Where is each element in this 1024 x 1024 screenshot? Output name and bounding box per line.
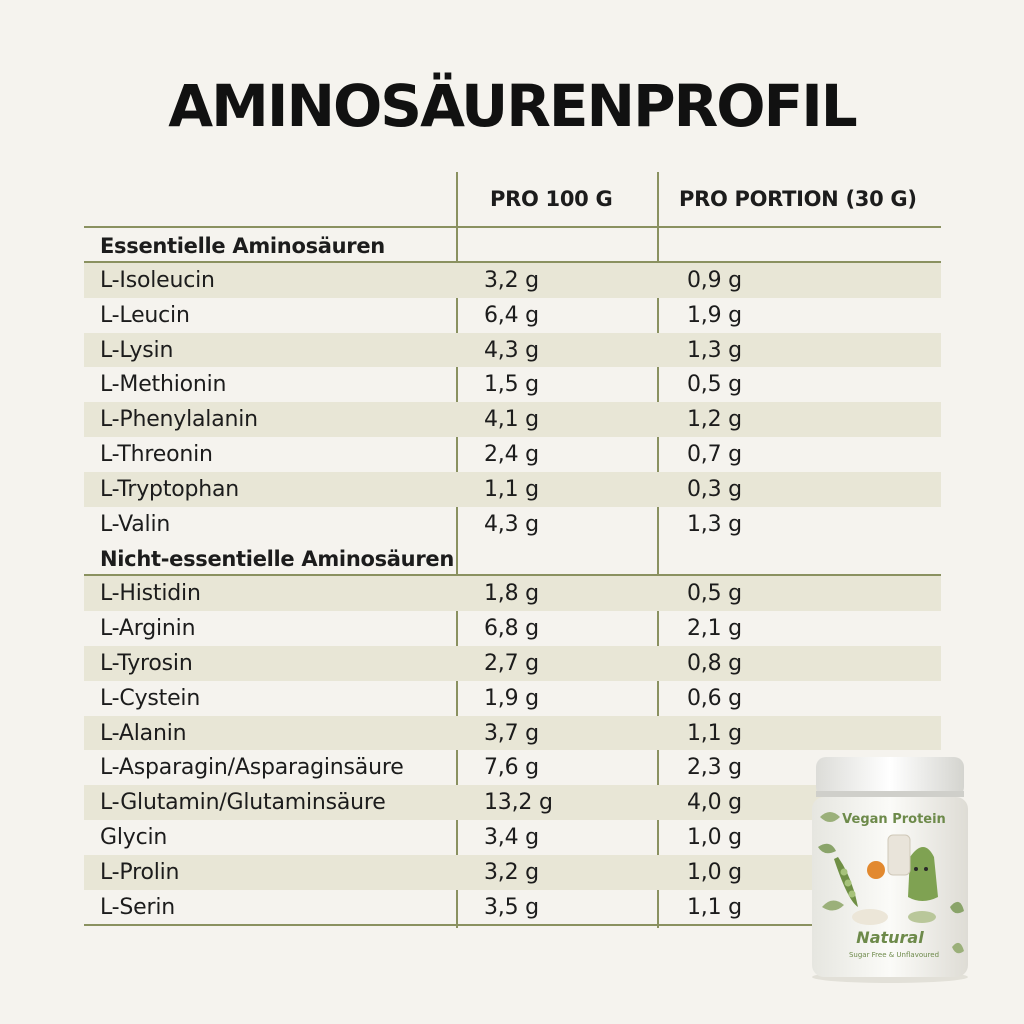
value-per-portion: 1,3 g <box>687 511 742 537</box>
table-row <box>84 333 941 368</box>
section-heading: Nicht-essentielle Aminosäuren <box>84 541 941 576</box>
value-per-100g: 1,9 g <box>484 685 539 711</box>
table-row <box>84 263 941 298</box>
table-row <box>84 402 941 437</box>
amino-acid-name: L-Histidin <box>100 581 201 607</box>
amino-acid-name: L-Cystein <box>100 685 201 711</box>
table-row <box>84 472 941 507</box>
section-heading: Essentielle Aminosäuren <box>84 228 941 263</box>
value-per-100g: 1,5 g <box>484 372 539 398</box>
table-row <box>84 437 941 472</box>
product-variant: Natural <box>856 928 924 947</box>
value-per-100g: 1,1 g <box>484 476 539 502</box>
product-name: Vegan Protein <box>842 812 946 827</box>
value-per-100g: 4,3 g <box>484 337 539 363</box>
amino-acid-name: L-Phenylalanin <box>100 407 258 433</box>
value-per-100g: 2,4 g <box>484 441 539 467</box>
table-row <box>84 611 941 646</box>
product-tagline: Sugar Free & Unflavoured <box>848 951 940 959</box>
value-per-portion: 4,0 g <box>687 790 742 816</box>
product-jar-image <box>810 757 970 983</box>
table-row <box>84 367 941 402</box>
amino-acid-name: L-Tyrosin <box>100 650 193 676</box>
value-per-100g: 7,6 g <box>484 755 539 781</box>
amino-acid-name: L-Valin <box>100 511 171 537</box>
value-per-portion: 1,0 g <box>687 859 742 885</box>
value-per-100g: 3,7 g <box>484 720 539 746</box>
value-per-portion: 1,1 g <box>687 720 742 746</box>
amino-acid-name: L-Threonin <box>100 441 213 467</box>
table-row <box>84 646 941 681</box>
value-per-portion: 1,3 g <box>687 337 742 363</box>
header-per-portion: PRO PORTION (30 G) <box>679 187 917 211</box>
value-per-100g: 3,2 g <box>484 859 539 885</box>
value-per-100g: 6,4 g <box>484 302 539 328</box>
value-per-100g: 3,2 g <box>484 268 539 293</box>
table-row <box>84 298 941 333</box>
value-per-100g: 6,8 g <box>484 616 539 642</box>
value-per-100g: 2,7 g <box>484 650 539 676</box>
protein-jar-illustration <box>810 757 970 983</box>
value-per-100g: 4,3 g <box>484 511 539 537</box>
value-per-100g: 3,4 g <box>484 824 539 850</box>
value-per-portion: 0,5 g <box>687 581 742 607</box>
table-row <box>84 507 941 542</box>
value-per-portion: 1,0 g <box>687 824 742 850</box>
value-per-100g: 3,5 g <box>484 894 539 920</box>
value-per-portion: 0,5 g <box>687 372 742 398</box>
amino-acid-name: L-Serin <box>100 894 176 920</box>
amino-acid-name: L-Tryptophan <box>100 476 240 502</box>
amino-acid-name: L-Asparagin/Asparaginsäure <box>100 755 404 781</box>
amino-acid-name: L-Alanin <box>100 720 187 746</box>
table-row <box>84 681 941 716</box>
table-header <box>84 172 941 228</box>
value-per-portion: 0,9 g <box>687 268 742 293</box>
amino-acid-name: L-Arginin <box>100 616 196 642</box>
value-per-100g: 13,2 g <box>484 790 553 816</box>
header-per-100g: PRO 100 G <box>490 187 613 211</box>
amino-acid-name: Glycin <box>100 824 168 850</box>
amino-acid-name: L-Lysin <box>100 337 174 363</box>
amino-acid-name: L-Leucin <box>100 302 190 328</box>
value-per-portion: 1,2 g <box>687 407 742 433</box>
value-per-portion: 0,8 g <box>687 650 742 676</box>
value-per-portion: 2,1 g <box>687 616 742 642</box>
amino-acid-name: L-Methionin <box>100 372 227 398</box>
value-per-portion: 0,3 g <box>687 476 742 502</box>
value-per-portion: 0,6 g <box>687 685 742 711</box>
value-per-portion: 1,9 g <box>687 302 742 328</box>
value-per-100g: 1,8 g <box>484 581 539 607</box>
amino-acid-name: L-Isoleucin <box>100 268 215 293</box>
value-per-portion: 2,3 g <box>687 755 742 781</box>
amino-acid-name: L-Glutamin/Glutaminsäure <box>100 790 386 816</box>
value-per-100g: 4,1 g <box>484 407 539 433</box>
amino-acid-name: L-Prolin <box>100 859 180 885</box>
table-row <box>84 716 941 751</box>
value-per-portion: 1,1 g <box>687 894 742 920</box>
page-title: AMINOSÄURENPROFIL <box>168 72 856 140</box>
table-row <box>84 576 941 611</box>
value-per-portion: 0,7 g <box>687 441 742 467</box>
